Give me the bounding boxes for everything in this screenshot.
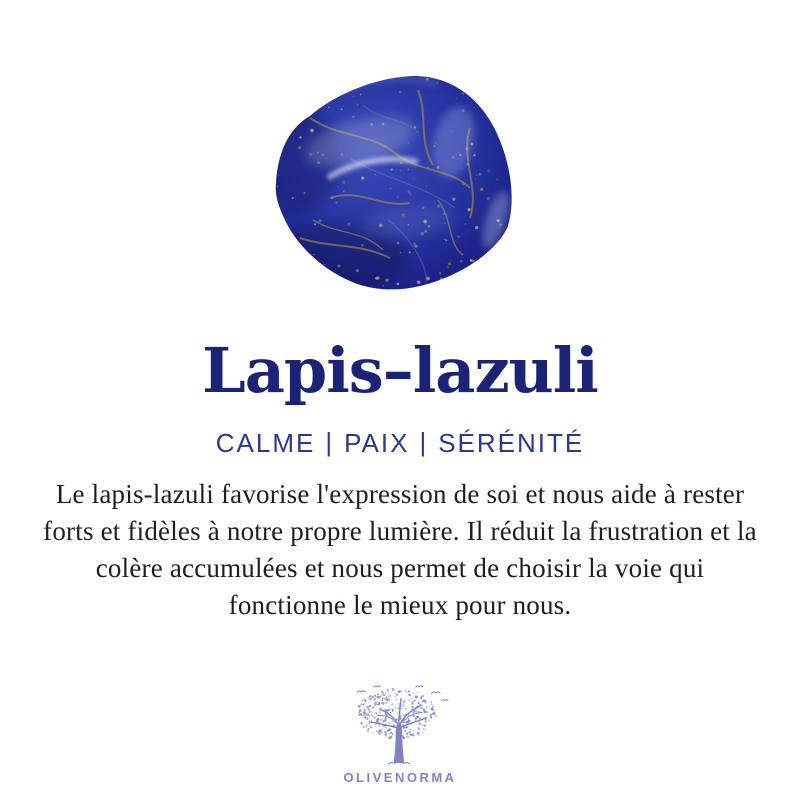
page-title: Lapis–lazuli [202, 334, 598, 407]
lapis-stone-illustration [268, 70, 522, 298]
lapis-stone-photo [268, 70, 522, 298]
brand-name: OLIVENORMA [343, 770, 457, 785]
keyword-paix: PAIX [344, 428, 410, 458]
keyword-serenite: SÉRÉNITÉ [438, 428, 585, 458]
pipe-separator: | [419, 427, 429, 457]
olive-tree-icon [341, 684, 459, 768]
keywords-line [0, 428, 800, 459]
tree-trunk [394, 724, 405, 764]
keyword-calme: CALME [215, 428, 316, 458]
pipe-separator: | [325, 427, 335, 457]
stone-description: Le lapis-lazuli favorise l'expression de soi et nous aide à rester forts et fidèles à notre propre lumière. Il réduit la frustration et la colère accumulées et nous permet de choisir la voie qui fonctionne le mieux pour nous. [43, 479, 757, 620]
brand-logo-block [0, 684, 800, 785]
